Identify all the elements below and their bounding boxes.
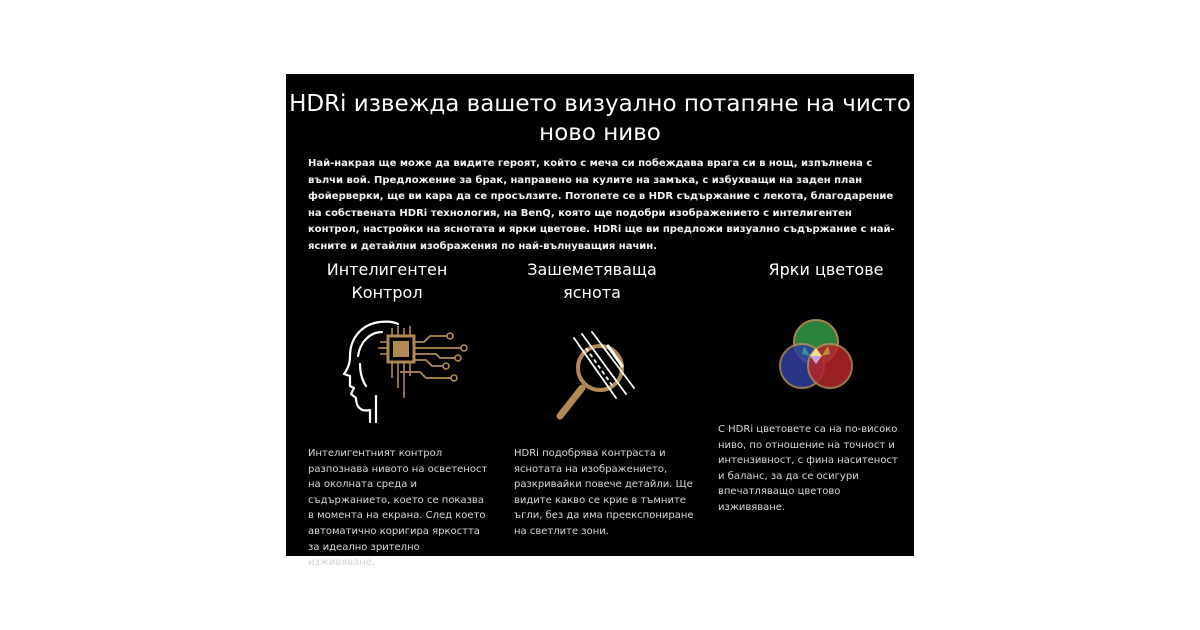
panel-title: HDRi извежда вашето визуално потапяне на чисто ново ниво bbox=[289, 91, 911, 146]
feature-desc-vivid-colors: С HDRi цветовете са на по-високо ниво, по отношение на точност и интензивност, с фина наситеност и баланс, за да се осигури впечатляващо цветово изживяване. bbox=[718, 424, 898, 513]
feature-desc-intelligent-control: Интелигентният контрол разпознава нивото на осветеност на околната среда и съдържанието, което се показва в момента на екрана. След което автоматично коригира яркостта за идеално зрително изживяване. bbox=[308, 448, 488, 569]
color-circles-icon bbox=[774, 316, 858, 400]
feature-title-intelligent-control: Интелигентен Контрол bbox=[326, 260, 448, 302]
feature-title-vivid-colors: Ярки цветове bbox=[768, 260, 884, 279]
feature-desc-clarity: HDRi подобрява контраста и яснотата на изображението, разкривайки повече детайли. Ще видите какво се крие в тъмните ъгли, без да има преекспониране на светлите зони. bbox=[514, 448, 694, 537]
magnifier-icon bbox=[552, 326, 652, 426]
feature-title-clarity: Зашеметяваща яснота bbox=[527, 260, 657, 302]
intro-paragraph: Най-накрая ще може да видите героят, който с меча си побеждава врага си в нощ, изпълнена с вълчи вой. Предложение за брак, направено на кулите на замъка, с избухващи на заден план фойерверки, ще ви кара да се просълзите. Потопете се в HDR съдържание с лекота, благодарение на собствената HDRi технология, на BenQ, която ще подобри изображението с интелигентен контрол, настройки на яснотата и ярки цветове. HDRi ще ви предложи визуално съдържание с най-ясните и детайлни изображения по най-вълнуващия начин. bbox=[308, 158, 895, 252]
hdri-panel bbox=[286, 74, 914, 569]
head-circuit-icon bbox=[340, 316, 470, 426]
